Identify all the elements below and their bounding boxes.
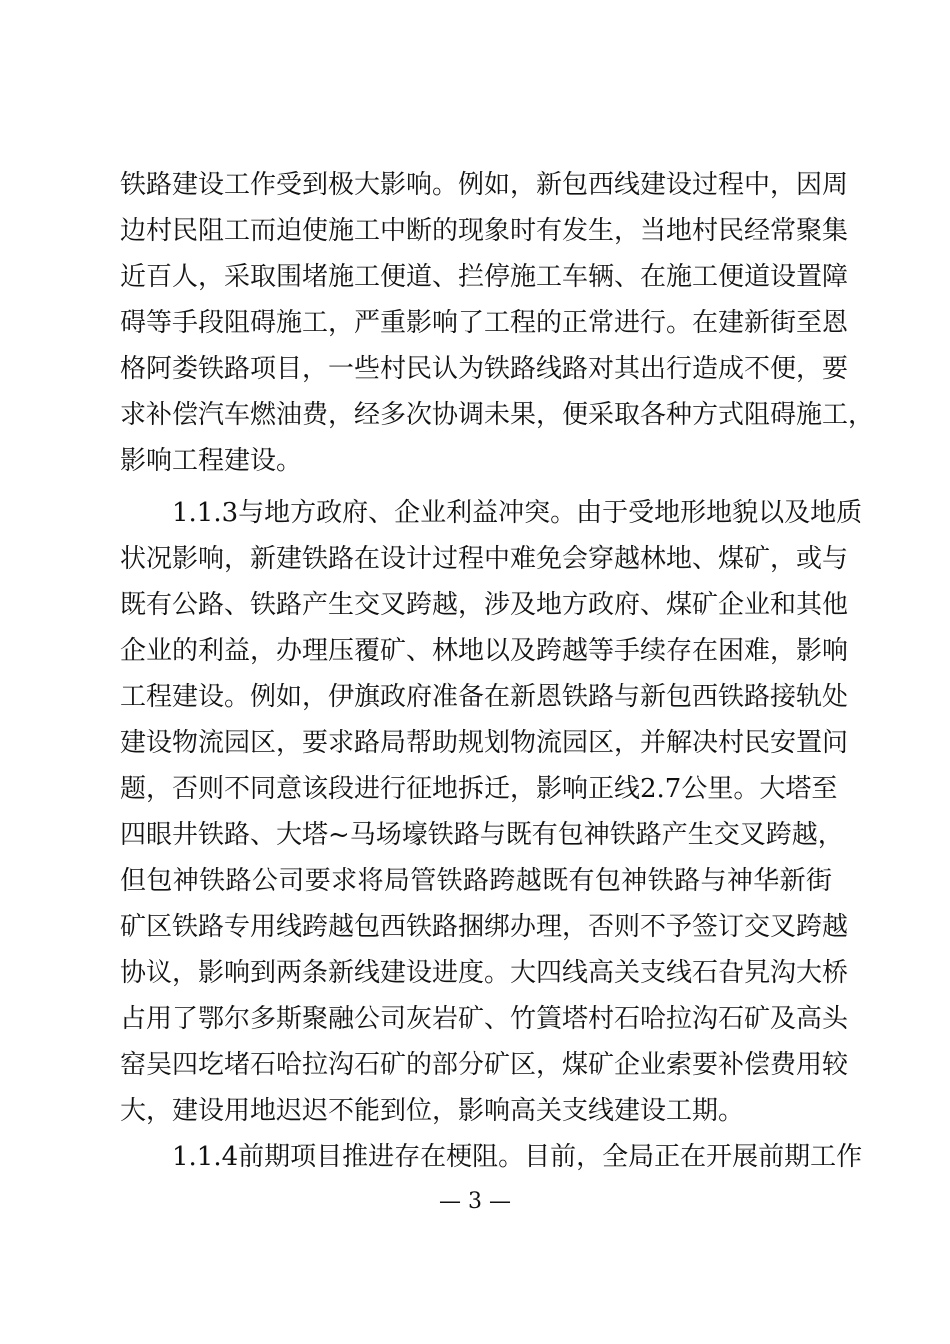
paragraph-line: 状况影响，新建铁路在设计过程中难免会穿越林地、煤矿，或与 <box>120 544 849 574</box>
paragraph-3 <box>120 1134 863 1180</box>
paragraph-line: 铁路建设工作受到极大影响。例如，新包西线建设过程中，因周 <box>120 170 849 200</box>
paragraph-line: 碍等手段阻碍施工，严重影响了工程的正常进行。在建新街至恩 <box>120 308 849 338</box>
paragraph-line: 四眼井铁路、大塔~马场壕铁路与既有包神铁路产生交叉跨越， <box>120 820 844 850</box>
paragraph-2 <box>120 490 863 1134</box>
paragraph-line: 既有公路、铁路产生交叉跨越，涉及地方政府、煤矿企业和其他 <box>120 590 849 620</box>
paragraph-line: 窑吴四圪堵石哈拉沟石矿的部分矿区，煤矿企业索要补偿费用较 <box>120 1050 849 1080</box>
paragraph-line: 大，建设用地迟迟不能到位，影响高关支线建设工期。 <box>120 1096 745 1126</box>
paragraph-line: 矿区铁路专用线跨越包西铁路捆绑办理，否则不予签订交叉跨越 <box>120 912 849 942</box>
paragraph-line: 建设物流园区，要求路局帮助规划物流园区，并解决村民安置问 <box>120 728 849 758</box>
paragraph-line: 求补偿汽车燃油费，经多次协调未果，便采取各种方式阻碍施工， <box>120 400 875 430</box>
paragraph-line: 格阿娄铁路项目，一些村民认为铁路线路对其出行造成不便，要 <box>120 354 849 384</box>
paragraph-line: 但包神铁路公司要求将局管铁路跨越既有包神铁路与神华新街 <box>120 866 832 896</box>
paragraph-line: 影响工程建设。 <box>120 446 303 476</box>
paragraph-line: 1.1.4前期项目推进存在梗阻。目前，全局正在开展前期工作 <box>172 1142 863 1172</box>
paragraph-line: 题，否则不同意该段进行征地拆迁，影响正线2.7公里。大塔至 <box>120 774 838 804</box>
paragraph-1 <box>120 162 875 484</box>
paragraph-line: 1.1.3与地方政府、企业利益冲突。由于受地形地貌以及地质 <box>172 498 863 528</box>
paragraph-line: 占用了鄂尔多斯聚融公司灰岩矿、竹篢塔村石哈拉沟石矿及高头 <box>120 1004 849 1034</box>
paragraph-line: 边村民阻工而迫使施工中断的现象时有发生，当地村民经常聚集 <box>120 216 849 246</box>
paragraph-line: 近百人，采取围堵施工便道、拦停施工车辆、在施工便道设置障 <box>120 262 849 292</box>
page-number: — 3 — <box>439 1189 511 1214</box>
paragraph-line: 协议，影响到两条新线建设进度。大四线高关支线石旮旯沟大桥 <box>120 958 849 988</box>
paragraph-line: 企业的利益，办理压覆矿、林地以及跨越等手续存在困难，影响 <box>120 636 849 666</box>
paragraph-line: 工程建设。例如，伊旗政府准备在新恩铁路与新包西铁路接轨处 <box>120 682 849 712</box>
